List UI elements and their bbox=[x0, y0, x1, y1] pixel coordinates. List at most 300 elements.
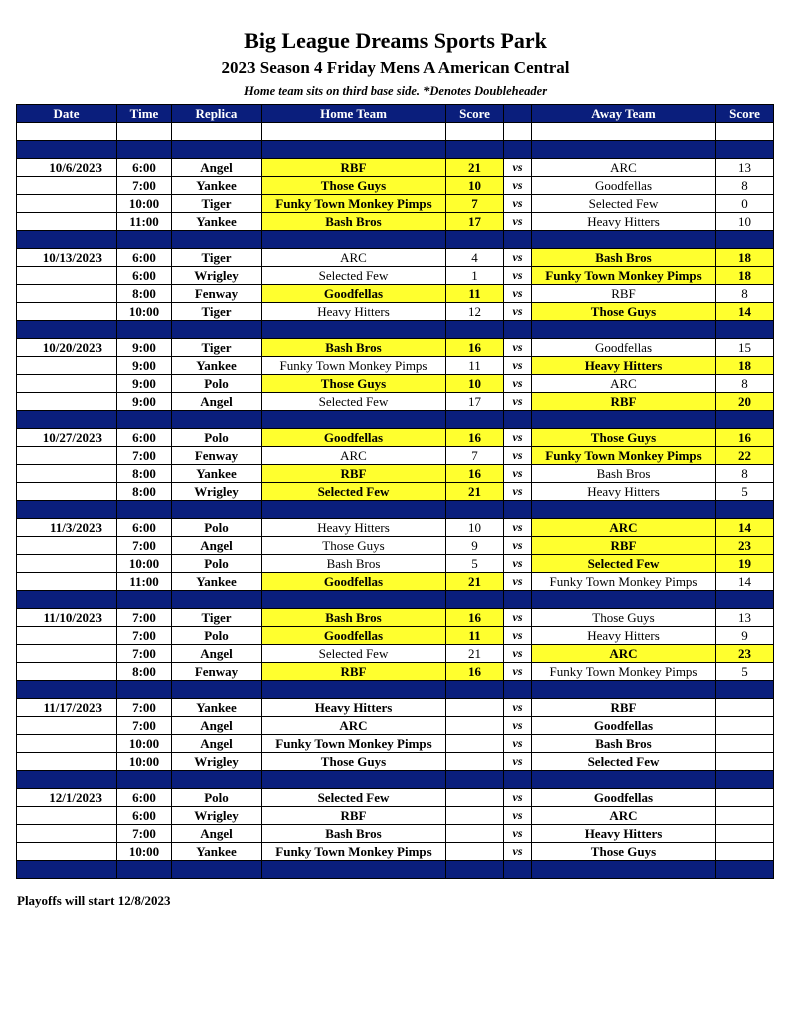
vs-label: vs bbox=[504, 663, 532, 681]
away-team: ARC bbox=[532, 645, 716, 663]
game-row bbox=[17, 285, 774, 303]
home-score: 11 bbox=[446, 357, 504, 375]
header-home-team: Home Team bbox=[262, 105, 446, 123]
home-team: ARC bbox=[262, 717, 446, 735]
game-field: Angel bbox=[172, 825, 262, 843]
away-team: Heavy Hitters bbox=[532, 483, 716, 501]
home-team: RBF bbox=[262, 663, 446, 681]
home-team: Bash Bros bbox=[262, 825, 446, 843]
header-vs bbox=[504, 105, 532, 123]
empty-cell bbox=[17, 123, 117, 141]
empty-cell bbox=[504, 861, 532, 879]
game-row bbox=[17, 393, 774, 411]
empty-cell bbox=[532, 591, 716, 609]
away-team: ARC bbox=[532, 519, 716, 537]
home-team: Goodfellas bbox=[262, 285, 446, 303]
game-field: Yankee bbox=[172, 843, 262, 861]
away-score bbox=[716, 789, 774, 807]
away-score: 5 bbox=[716, 663, 774, 681]
game-row bbox=[17, 249, 774, 267]
away-score: 16 bbox=[716, 429, 774, 447]
empty-cell bbox=[172, 681, 262, 699]
empty-cell bbox=[117, 591, 172, 609]
empty-cell bbox=[172, 231, 262, 249]
empty-cell bbox=[172, 771, 262, 789]
game-row bbox=[17, 573, 774, 591]
game-field: Polo bbox=[172, 555, 262, 573]
game-date bbox=[17, 375, 117, 393]
game-time: 7:00 bbox=[117, 537, 172, 555]
away-score bbox=[716, 807, 774, 825]
away-team: Those Guys bbox=[532, 303, 716, 321]
home-team: Goodfellas bbox=[262, 627, 446, 645]
week-separator bbox=[17, 681, 774, 699]
game-time: 6:00 bbox=[117, 429, 172, 447]
away-team: RBF bbox=[532, 699, 716, 717]
game-field: Angel bbox=[172, 735, 262, 753]
game-field: Fenway bbox=[172, 663, 262, 681]
empty-cell bbox=[446, 591, 504, 609]
empty-cell bbox=[504, 123, 532, 141]
game-date bbox=[17, 717, 117, 735]
game-time: 10:00 bbox=[117, 555, 172, 573]
game-field: Polo bbox=[172, 627, 262, 645]
header-home-score: Score bbox=[446, 105, 504, 123]
vs-label: vs bbox=[504, 807, 532, 825]
away-score: 10 bbox=[716, 213, 774, 231]
home-score: 4 bbox=[446, 249, 504, 267]
away-team: Heavy Hitters bbox=[532, 213, 716, 231]
game-row bbox=[17, 537, 774, 555]
empty-cell bbox=[446, 123, 504, 141]
home-score: 17 bbox=[446, 213, 504, 231]
game-date: 10/13/2023 bbox=[17, 249, 117, 267]
header-row bbox=[17, 105, 774, 123]
week-separator bbox=[17, 411, 774, 429]
home-team: Those Guys bbox=[262, 537, 446, 555]
empty-cell bbox=[117, 123, 172, 141]
header-replica: Replica bbox=[172, 105, 262, 123]
empty-cell bbox=[446, 141, 504, 159]
home-score: 11 bbox=[446, 285, 504, 303]
game-row bbox=[17, 789, 774, 807]
away-team: RBF bbox=[532, 537, 716, 555]
game-time: 7:00 bbox=[117, 447, 172, 465]
home-score: 17 bbox=[446, 393, 504, 411]
game-field: Fenway bbox=[172, 285, 262, 303]
empty-cell bbox=[504, 321, 532, 339]
game-time: 6:00 bbox=[117, 267, 172, 285]
empty-cell bbox=[262, 123, 446, 141]
game-field: Polo bbox=[172, 519, 262, 537]
home-score: 9 bbox=[446, 537, 504, 555]
away-score bbox=[716, 717, 774, 735]
empty-cell bbox=[504, 141, 532, 159]
week-separator bbox=[17, 501, 774, 519]
game-date: 10/6/2023 bbox=[17, 159, 117, 177]
game-date bbox=[17, 483, 117, 501]
empty-cell bbox=[446, 681, 504, 699]
game-date bbox=[17, 465, 117, 483]
game-time: 10:00 bbox=[117, 303, 172, 321]
vs-label: vs bbox=[504, 393, 532, 411]
game-date: 11/3/2023 bbox=[17, 519, 117, 537]
vs-label: vs bbox=[504, 627, 532, 645]
game-field: Angel bbox=[172, 537, 262, 555]
game-date bbox=[17, 627, 117, 645]
game-row bbox=[17, 303, 774, 321]
empty-cell bbox=[117, 771, 172, 789]
game-field: Yankee bbox=[172, 573, 262, 591]
home-score: 16 bbox=[446, 663, 504, 681]
game-date bbox=[17, 825, 117, 843]
empty-cell bbox=[532, 501, 716, 519]
home-team: Bash Bros bbox=[262, 213, 446, 231]
away-score bbox=[716, 825, 774, 843]
vs-label: vs bbox=[504, 357, 532, 375]
blank-row bbox=[17, 123, 774, 141]
home-score: 12 bbox=[446, 303, 504, 321]
away-team: Bash Bros bbox=[532, 249, 716, 267]
home-score: 7 bbox=[446, 447, 504, 465]
game-time: 10:00 bbox=[117, 735, 172, 753]
away-score: 9 bbox=[716, 627, 774, 645]
empty-cell bbox=[172, 861, 262, 879]
game-field: Wrigley bbox=[172, 807, 262, 825]
game-date: 11/17/2023 bbox=[17, 699, 117, 717]
empty-cell bbox=[172, 321, 262, 339]
empty-cell bbox=[504, 501, 532, 519]
empty-cell bbox=[446, 771, 504, 789]
empty-cell bbox=[17, 591, 117, 609]
vs-label: vs bbox=[504, 717, 532, 735]
vs-label: vs bbox=[504, 537, 532, 555]
game-row bbox=[17, 483, 774, 501]
vs-label: vs bbox=[504, 195, 532, 213]
game-date: 10/20/2023 bbox=[17, 339, 117, 357]
game-time: 7:00 bbox=[117, 627, 172, 645]
game-field: Tiger bbox=[172, 195, 262, 213]
game-time: 8:00 bbox=[117, 285, 172, 303]
game-field: Angel bbox=[172, 393, 262, 411]
game-row bbox=[17, 465, 774, 483]
home-team: Selected Few bbox=[262, 393, 446, 411]
home-team: Goodfellas bbox=[262, 573, 446, 591]
empty-cell bbox=[716, 231, 774, 249]
home-team: RBF bbox=[262, 159, 446, 177]
vs-label: vs bbox=[504, 339, 532, 357]
empty-cell bbox=[504, 681, 532, 699]
game-row bbox=[17, 555, 774, 573]
empty-cell bbox=[446, 501, 504, 519]
home-score: 21 bbox=[446, 573, 504, 591]
page-subtitle: 2023 Season 4 Friday Mens A American Central bbox=[221, 58, 570, 77]
away-score: 14 bbox=[716, 519, 774, 537]
away-team: Goodfellas bbox=[532, 789, 716, 807]
away-score: 23 bbox=[716, 537, 774, 555]
home-score bbox=[446, 807, 504, 825]
game-field: Angel bbox=[172, 717, 262, 735]
empty-cell bbox=[17, 861, 117, 879]
away-team: Funky Town Monkey Pimps bbox=[532, 663, 716, 681]
empty-cell bbox=[532, 771, 716, 789]
vs-label: vs bbox=[504, 483, 532, 501]
away-score: 23 bbox=[716, 645, 774, 663]
empty-cell bbox=[262, 681, 446, 699]
empty-cell bbox=[504, 771, 532, 789]
home-team: RBF bbox=[262, 807, 446, 825]
away-team: Bash Bros bbox=[532, 735, 716, 753]
game-date bbox=[17, 213, 117, 231]
home-team: Bash Bros bbox=[262, 555, 446, 573]
game-row bbox=[17, 357, 774, 375]
away-team: ARC bbox=[532, 375, 716, 393]
home-score: 16 bbox=[446, 465, 504, 483]
away-team: RBF bbox=[532, 393, 716, 411]
game-field: Tiger bbox=[172, 249, 262, 267]
empty-cell bbox=[716, 141, 774, 159]
game-time: 11:00 bbox=[117, 213, 172, 231]
home-score bbox=[446, 789, 504, 807]
game-row bbox=[17, 447, 774, 465]
game-date bbox=[17, 735, 117, 753]
empty-cell bbox=[117, 501, 172, 519]
game-date: 11/10/2023 bbox=[17, 609, 117, 627]
home-team: Selected Few bbox=[262, 789, 446, 807]
empty-cell bbox=[172, 141, 262, 159]
empty-cell bbox=[262, 501, 446, 519]
home-team: Those Guys bbox=[262, 177, 446, 195]
away-score: 14 bbox=[716, 573, 774, 591]
game-date bbox=[17, 357, 117, 375]
away-team: Selected Few bbox=[532, 753, 716, 771]
away-score bbox=[716, 735, 774, 753]
game-time: 6:00 bbox=[117, 519, 172, 537]
empty-cell bbox=[117, 861, 172, 879]
empty-cell bbox=[117, 321, 172, 339]
home-team: Selected Few bbox=[262, 483, 446, 501]
away-score bbox=[716, 843, 774, 861]
empty-cell bbox=[262, 411, 446, 429]
empty-cell bbox=[532, 321, 716, 339]
empty-cell bbox=[716, 861, 774, 879]
away-team: Heavy Hitters bbox=[532, 825, 716, 843]
home-score: 1 bbox=[446, 267, 504, 285]
empty-cell bbox=[17, 771, 117, 789]
away-score: 8 bbox=[716, 465, 774, 483]
home-team: Bash Bros bbox=[262, 339, 446, 357]
away-team: Heavy Hitters bbox=[532, 627, 716, 645]
game-field: Angel bbox=[172, 645, 262, 663]
empty-cell bbox=[716, 771, 774, 789]
game-date bbox=[17, 573, 117, 591]
game-time: 9:00 bbox=[117, 393, 172, 411]
vs-label: vs bbox=[504, 285, 532, 303]
game-field: Yankee bbox=[172, 465, 262, 483]
away-score: 22 bbox=[716, 447, 774, 465]
home-team: Those Guys bbox=[262, 753, 446, 771]
game-field: Tiger bbox=[172, 609, 262, 627]
empty-cell bbox=[716, 123, 774, 141]
away-score bbox=[716, 753, 774, 771]
game-date bbox=[17, 807, 117, 825]
away-team: Funky Town Monkey Pimps bbox=[532, 573, 716, 591]
empty-cell bbox=[17, 141, 117, 159]
away-team: Goodfellas bbox=[532, 177, 716, 195]
empty-cell bbox=[504, 411, 532, 429]
home-score: 11 bbox=[446, 627, 504, 645]
home-team: Heavy Hitters bbox=[262, 303, 446, 321]
game-time: 9:00 bbox=[117, 375, 172, 393]
away-score: 15 bbox=[716, 339, 774, 357]
home-team: Funky Town Monkey Pimps bbox=[262, 357, 446, 375]
game-date bbox=[17, 177, 117, 195]
home-team: Funky Town Monkey Pimps bbox=[262, 843, 446, 861]
header-away-score: Score bbox=[716, 105, 774, 123]
game-date bbox=[17, 843, 117, 861]
vs-label: vs bbox=[504, 177, 532, 195]
empty-cell bbox=[17, 681, 117, 699]
away-score: 13 bbox=[716, 609, 774, 627]
empty-cell bbox=[172, 411, 262, 429]
away-team: ARC bbox=[532, 159, 716, 177]
away-score: 14 bbox=[716, 303, 774, 321]
game-time: 10:00 bbox=[117, 843, 172, 861]
game-time: 8:00 bbox=[117, 483, 172, 501]
away-score: 13 bbox=[716, 159, 774, 177]
empty-cell bbox=[117, 141, 172, 159]
game-time: 10:00 bbox=[117, 195, 172, 213]
away-score: 8 bbox=[716, 177, 774, 195]
home-team: Funky Town Monkey Pimps bbox=[262, 195, 446, 213]
game-row bbox=[17, 807, 774, 825]
game-row bbox=[17, 753, 774, 771]
away-score: 18 bbox=[716, 267, 774, 285]
vs-label: vs bbox=[504, 375, 532, 393]
game-date: 10/27/2023 bbox=[17, 429, 117, 447]
home-team: Selected Few bbox=[262, 267, 446, 285]
game-date: 12/1/2023 bbox=[17, 789, 117, 807]
vs-label: vs bbox=[504, 735, 532, 753]
empty-cell bbox=[446, 861, 504, 879]
empty-cell bbox=[532, 861, 716, 879]
game-field: Polo bbox=[172, 375, 262, 393]
empty-cell bbox=[17, 501, 117, 519]
game-field: Angel bbox=[172, 159, 262, 177]
vs-label: vs bbox=[504, 789, 532, 807]
vs-label: vs bbox=[504, 573, 532, 591]
empty-cell bbox=[532, 141, 716, 159]
game-time: 10:00 bbox=[117, 753, 172, 771]
empty-cell bbox=[716, 681, 774, 699]
away-score: 5 bbox=[716, 483, 774, 501]
empty-cell bbox=[532, 681, 716, 699]
vs-label: vs bbox=[504, 555, 532, 573]
week-separator bbox=[17, 231, 774, 249]
away-team: Goodfellas bbox=[532, 339, 716, 357]
home-team: RBF bbox=[262, 465, 446, 483]
game-date bbox=[17, 303, 117, 321]
game-row bbox=[17, 429, 774, 447]
empty-cell bbox=[17, 321, 117, 339]
away-score: 0 bbox=[716, 195, 774, 213]
vs-label: vs bbox=[504, 645, 532, 663]
game-field: Tiger bbox=[172, 303, 262, 321]
vs-label: vs bbox=[504, 267, 532, 285]
vs-label: vs bbox=[504, 159, 532, 177]
game-row bbox=[17, 267, 774, 285]
game-date bbox=[17, 267, 117, 285]
game-time: 11:00 bbox=[117, 573, 172, 591]
page-note: Home team sits on third base side. *Denotes Doubleheader bbox=[243, 84, 548, 98]
game-row bbox=[17, 339, 774, 357]
vs-label: vs bbox=[504, 213, 532, 231]
week-separator bbox=[17, 771, 774, 789]
empty-cell bbox=[446, 321, 504, 339]
home-score bbox=[446, 699, 504, 717]
game-field: Wrigley bbox=[172, 483, 262, 501]
game-time: 8:00 bbox=[117, 465, 172, 483]
game-date bbox=[17, 753, 117, 771]
empty-cell bbox=[117, 411, 172, 429]
vs-label: vs bbox=[504, 465, 532, 483]
empty-cell bbox=[262, 771, 446, 789]
game-time: 6:00 bbox=[117, 159, 172, 177]
away-team: Those Guys bbox=[532, 609, 716, 627]
home-team: ARC bbox=[262, 447, 446, 465]
game-time: 7:00 bbox=[117, 717, 172, 735]
away-score: 8 bbox=[716, 375, 774, 393]
home-team: Goodfellas bbox=[262, 429, 446, 447]
game-row bbox=[17, 645, 774, 663]
game-date bbox=[17, 285, 117, 303]
home-score: 21 bbox=[446, 483, 504, 501]
game-row bbox=[17, 519, 774, 537]
home-score: 16 bbox=[446, 339, 504, 357]
empty-cell bbox=[446, 411, 504, 429]
game-field: Yankee bbox=[172, 699, 262, 717]
home-team: Selected Few bbox=[262, 645, 446, 663]
vs-label: vs bbox=[504, 519, 532, 537]
game-time: 6:00 bbox=[117, 807, 172, 825]
game-time: 6:00 bbox=[117, 789, 172, 807]
game-time: 7:00 bbox=[117, 645, 172, 663]
game-field: Wrigley bbox=[172, 753, 262, 771]
home-score: 10 bbox=[446, 519, 504, 537]
header-time: Time bbox=[117, 105, 172, 123]
empty-cell bbox=[262, 321, 446, 339]
home-score: 5 bbox=[446, 555, 504, 573]
home-score bbox=[446, 753, 504, 771]
empty-cell bbox=[716, 411, 774, 429]
game-date bbox=[17, 393, 117, 411]
away-team: Funky Town Monkey Pimps bbox=[532, 267, 716, 285]
vs-label: vs bbox=[504, 429, 532, 447]
home-score: 21 bbox=[446, 645, 504, 663]
page-title: Big League Dreams Sports Park bbox=[244, 28, 547, 53]
game-row bbox=[17, 177, 774, 195]
header-away-team: Away Team bbox=[532, 105, 716, 123]
away-team: Those Guys bbox=[532, 843, 716, 861]
away-team: Selected Few bbox=[532, 555, 716, 573]
away-score: 20 bbox=[716, 393, 774, 411]
game-row bbox=[17, 213, 774, 231]
home-team: ARC bbox=[262, 249, 446, 267]
game-time: 7:00 bbox=[117, 177, 172, 195]
away-score: 8 bbox=[716, 285, 774, 303]
game-time: 6:00 bbox=[117, 249, 172, 267]
schedule-table bbox=[16, 104, 774, 879]
